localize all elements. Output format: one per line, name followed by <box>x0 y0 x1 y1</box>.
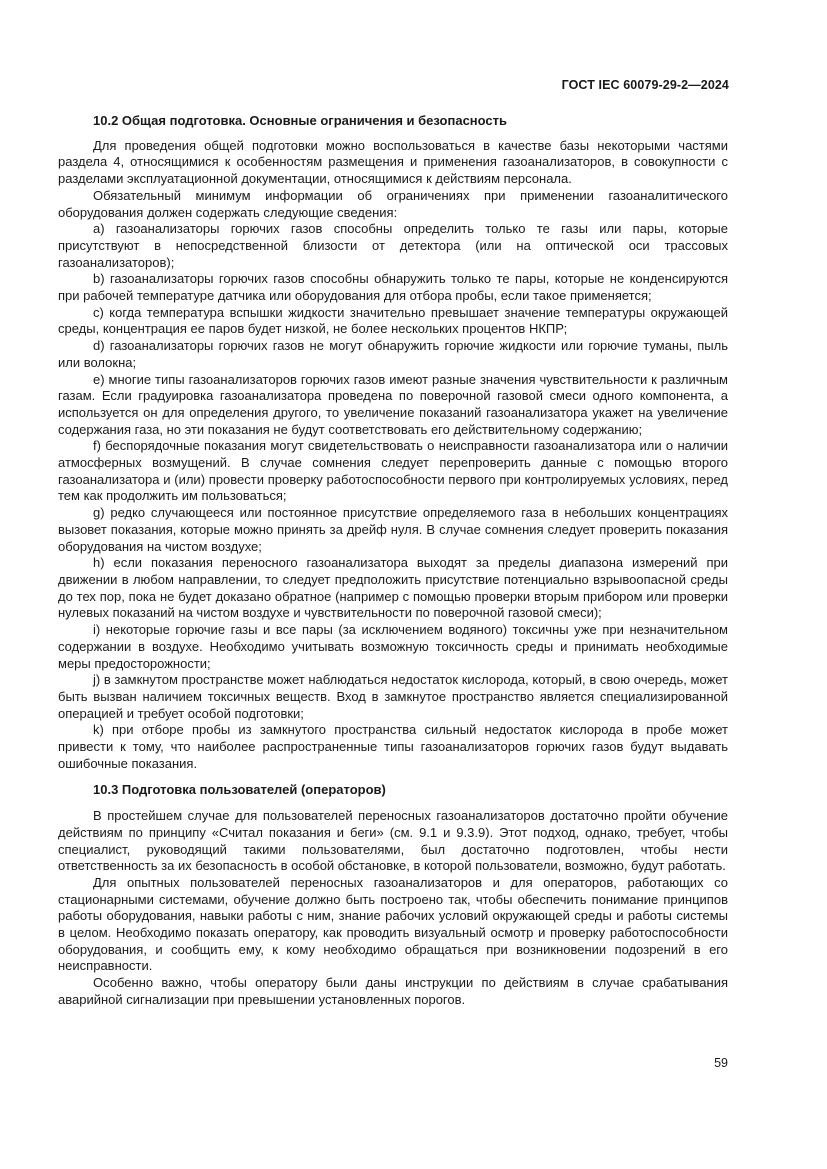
list-item-c: c) когда температура вспышки жидкости значительно превышает значение температуры окружающей среды, концентрация ее паров будет низкой, не более нескольких процентов НКПР; <box>58 304 728 337</box>
list-item-a: a) газоанализаторы горючих газов способны определить только те газы или пары, которые присутствуют в непосредственной близости от детектора (или на оптической оси трассовых газоанализаторов); <box>58 221 728 270</box>
document-id-header: ГОСТ IEC 60079-29-2—2024 <box>561 78 729 92</box>
paragraph-10-3-experienced: Для опытных пользователей переносных газоанализаторов и для операторов, работающих со стационарными системами, обучение должно быть построено так, чтобы обеспечить понимание принципов работы оборудования, навыки работы с ним, знание рабочих условий окружающей среды и работы системы в целом. Необходимо показать оператору, как проводить визуальный осмотр и проверку работоспособности оборудования, и сообщить ему, к кому необходимо обращаться при возникновении подозрений в его неисправности. <box>58 874 728 974</box>
list-item-j: j) в замкнутом пространстве может наблюдаться недостаток кислорода, который, в свою очередь, может быть вызван наличием токсичных веществ. Вход в замкнутое пространство является специализированной операцией и требует особой подготовки; <box>58 672 728 721</box>
list-item-e: e) многие типы газоанализаторов горючих газов имеют разные значения чувствительности к различным газам. Если градуировка газоанализатора проведена по поверочной газовой смеси одного компонента, а используется он для определения другого, то увеличение показаний газоанализатора укажет на увеличение содержания газа, но эти показания не будут соответствовать его действительному содержанию; <box>58 371 728 437</box>
list-item-d: d) газоанализаторы горючих газов не могут обнаружить горючие жидкости или горючие туманы, пыль или волокна; <box>58 338 728 370</box>
list-item-i: i) некоторые горючие газы и все пары (за исключением водяного) токсичны уже при незначительном содержании в воздухе. Необходимо учитывать возможную токсичность среды и принимать необходимые меры предосторожности; <box>58 622 728 671</box>
section-heading-10-3: 10.3 Подготовка пользователей (операторов) <box>93 782 386 798</box>
list-item-k: k) при отборе пробы из замкнутого пространства сильный недостаток кислорода в пробе может привести к тому, что наиболее распространенные типы газоанализаторов горючих газов будут выдавать ошибочные показания. <box>58 722 728 771</box>
list-item-f: f) беспорядочные показания могут свидетельствовать о неисправности газоанализатора или о наличии атмосферных возмущений. В случае сомнения следует перепроверить данные с помощью второго газоанализатора и (или) провести проверку работоспособности первого при контролируемых условиях, перед тем как продолжить им пользоваться; <box>58 438 728 504</box>
page-content <box>58 113 728 1009</box>
section-heading-10-2: 10.2 Общая подготовка. Основные ограничения и безопасность <box>93 113 508 128</box>
list-item-b: b) газоанализаторы горючих газов способны обнаружить только те пары, которые не конденсируются при рабочей температуре датчика или оборудования для отбора пробы, если такое применяется; <box>58 271 728 304</box>
list-item-g: g) редко случающееся или постоянное присутствие определяемого газа в небольших концентрациях вызовет показания, которые можно принять за дрейф нуля. В случае сомнения следует проверить показания оборудования на чистом воздухе; <box>58 505 728 554</box>
paragraph-10-2-minimum: Обязательный минимум информации об ограничениях при применении газоаналитического оборудования должен содержать следующие сведения: <box>58 187 728 220</box>
paragraph-10-2-intro: Для проведения общей подготовки можно воспользоваться в качестве базы некоторыми частями раздела 4, относящимися к особенностям размещения и применения газоанализаторов, в совокупности с разделами эксплуатационной документации, относящимися к действиям персонала. <box>58 137 728 187</box>
list-item-h: h) если показания переносного газоанализатора выходят за пределы диапазона измерений при движении в любом направлении, то следует предположить присутствие потенциально взрывоопасной среды до тех пор, пока не будет доказано обратное (например с помощью проверки вторым прибором или проверки нулевых показаний на чистом воздухе и чувствительности по поверочной газовой смеси); <box>58 555 728 621</box>
page-number: 59 <box>714 1056 728 1070</box>
paragraph-10-3-simple: В простейшем случае для пользователей переносных газоанализаторов достаточно пройти обучение действиям по принципу «Считал показания и беги» (см. 9.1 и 9.3.9). Этот подход, однако, требует, чтобы специалист, руководящий такими пользователями, был достаточно подготовлен, чтобы нести ответственность за их безопасность в особой обстановке, в которой пользователи, возможно, будут работать. <box>58 808 728 874</box>
paragraph-10-3-alarm: Особенно важно, чтобы оператору были даны инструкции по действиям в случае срабатывания аварийной сигнализации при превышении установленных порогов. <box>58 975 728 1007</box>
